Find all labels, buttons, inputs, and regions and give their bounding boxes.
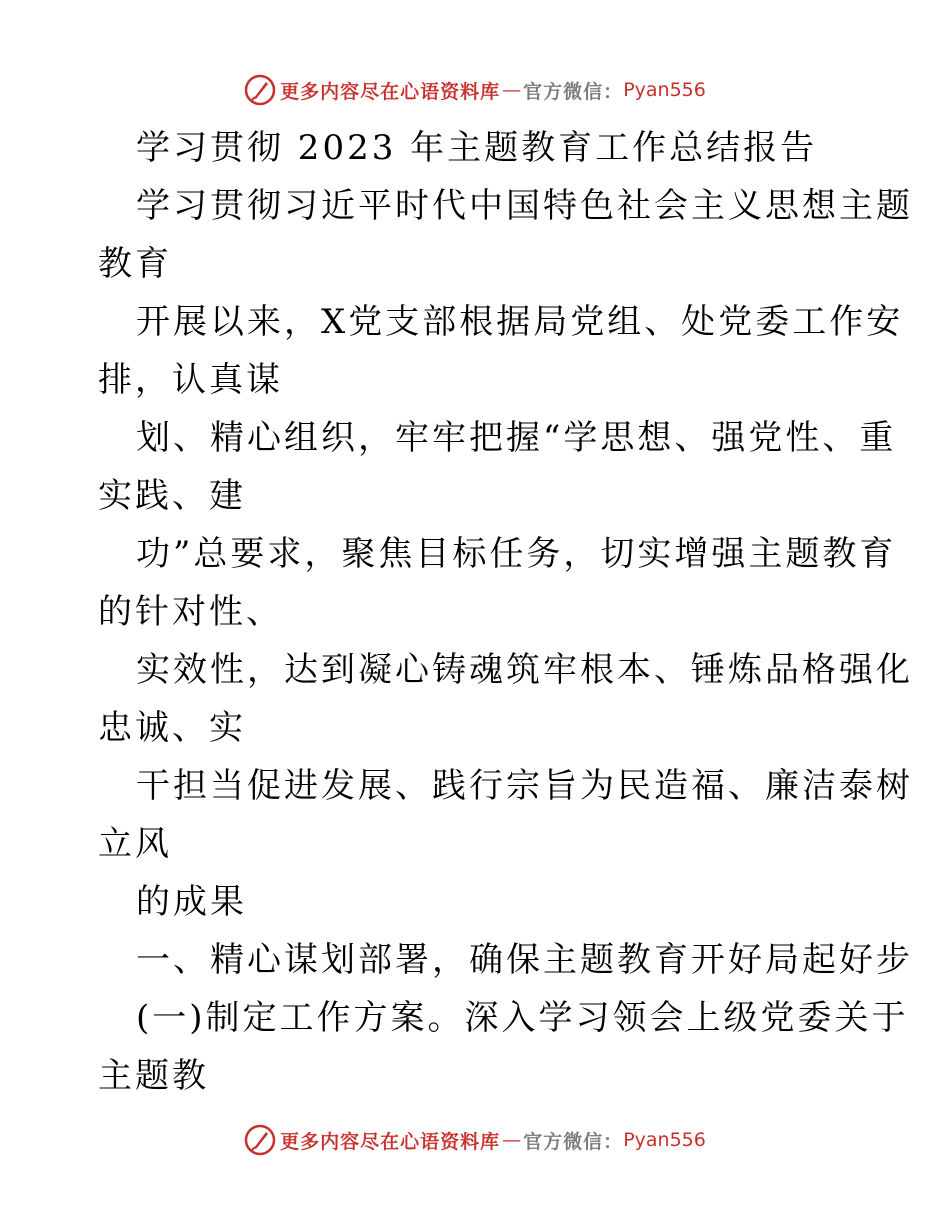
banner-wechat-id: Pyan556 xyxy=(623,79,706,101)
banner-brand-text: 更多内容尽在心语资料库 xyxy=(280,80,501,103)
paragraph-line: 干担当促进发展、践行宗旨为民造福、廉洁泰树 xyxy=(136,766,913,806)
paragraph-line: 功”总要求，聚焦目标任务，切实增强主题教育 xyxy=(136,534,897,574)
paragraph-line: 排，认真谋 xyxy=(98,360,283,400)
banner-contact-text: 官方微信： xyxy=(523,80,624,103)
paragraph-line: 忠诚、实 xyxy=(98,708,246,748)
paragraph-line: 主题教 xyxy=(98,1056,209,1096)
paragraph-line: 立风 xyxy=(98,824,172,864)
paragraph-line: 的针对性、 xyxy=(98,592,283,632)
paragraph-line: 的成果 xyxy=(136,882,247,922)
paragraph-line: 实践、建 xyxy=(98,476,246,516)
banner-contact-text: 官方微信： xyxy=(523,1130,624,1153)
paragraph-line: 开展以来，X党支部根据局党组、处党委工作安 xyxy=(136,302,904,342)
quill-pen-logo-icon xyxy=(244,74,276,106)
paragraph-line: 实效性，达到凝心铸魂筑牢根本、锤炼品格强化 xyxy=(136,650,913,690)
document-title: 学习贯彻 2023 年主题教育工作总结报告 xyxy=(136,128,818,168)
footer-banner xyxy=(0,1120,950,1160)
banner-wechat-id: Pyan556 xyxy=(623,1129,706,1151)
document-body xyxy=(98,119,913,1105)
paragraph-line: 教育 xyxy=(98,244,172,284)
header-banner xyxy=(0,70,950,110)
banner-dash: — xyxy=(502,1129,522,1151)
banner-brand-text: 更多内容尽在心语资料库 xyxy=(280,1130,501,1153)
paragraph-line: 学习贯彻习近平时代中国特色社会主义思想主题 xyxy=(136,186,913,226)
subsection-line: (一)制定工作方案。深入学习领会上级党委关于 xyxy=(136,998,909,1038)
banner-dash: — xyxy=(502,79,522,101)
quill-pen-logo-icon xyxy=(244,1124,276,1156)
section-heading: 一、精心谋划部署，确保主题教育开好局起好步 xyxy=(136,940,913,980)
paragraph-line: 划、精心组织，牢牢把握“学思想、强党性、重 xyxy=(136,418,897,458)
